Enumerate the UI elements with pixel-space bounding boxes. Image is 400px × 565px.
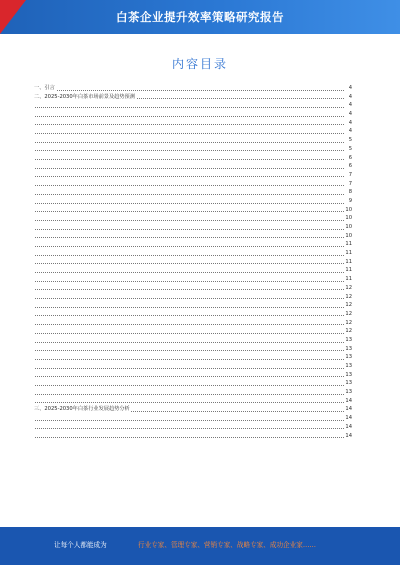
toc-entry-page: 13 [345,336,352,343]
toc-entry-page: 12 [345,302,352,309]
toc-entry-label [34,362,342,371]
toc-entry-page: 10 [345,206,352,213]
toc-entry-page: 10 [345,215,352,222]
toc-entry-page: 13 [345,371,352,378]
toc-entry[interactable] [34,110,352,119]
toc-entry-page: 11 [345,250,352,257]
toc-entry[interactable] [34,379,352,388]
toc-entry-page: 4 [344,110,352,119]
toc-entry-label [34,397,342,406]
toc-entry-page: 14 [345,432,352,439]
toc-entry-label [34,136,342,145]
toc-entry[interactable] [34,197,352,206]
toc-entry-page: 4 [344,84,352,93]
toc-entry[interactable] [34,214,352,223]
report-title: 白茶企业提升效率策略研究报告 [116,10,284,24]
toc-entry-page: 7 [344,171,352,180]
toc-entry-label [34,423,342,432]
toc-entry[interactable] [34,388,352,397]
toc-entry-label [34,249,342,258]
toc-entry[interactable] [34,249,352,258]
toc-entry-label [34,301,342,310]
toc-entry-label: 二、2025-2030年白茶市场前景及趋势预测 [34,93,135,100]
toc-entry[interactable] [34,336,352,345]
toc-entry[interactable] [34,310,352,319]
toc-entry[interactable] [34,275,352,284]
toc-entry-label [34,127,342,136]
toc-entry[interactable] [34,136,352,145]
footer-roles: 行业专家、管理专家、营销专家、战略专家、成功企业家…… [138,541,317,549]
toc-entry-page: 11 [345,267,352,274]
toc-entry-page: 4 [344,119,352,128]
toc-entry-page: 14 [345,397,352,404]
toc-entry-label [34,379,342,388]
toc-entry-page: 14 [345,406,352,413]
toc-entry-label [34,371,342,380]
toc-entry-label [34,162,342,171]
toc-entry[interactable] [34,223,352,232]
toc-entry-page: 4 [344,101,352,110]
toc-entry[interactable] [34,145,352,154]
toc-entry-page: 12 [345,319,352,326]
toc-entry[interactable] [34,206,352,215]
toc-entry[interactable] [34,293,352,302]
toc-entry[interactable] [34,327,352,336]
toc-entry[interactable] [34,371,352,380]
toc-entry-page: 12 [345,293,352,300]
toc-entry-label [34,214,342,223]
toc-entry[interactable] [34,171,352,180]
toc-entry-page: 4 [344,93,352,102]
toc-heading: 内容目录 [171,57,228,71]
toc-entry-label [34,197,342,206]
toc-entry[interactable] [34,284,352,293]
toc-entry-label: 三、2025-2030年白茶行业发展趋势分析 [34,406,130,413]
footer-slogan: 让每个人都能成为 [54,541,107,549]
toc-entry-label [34,414,342,423]
toc-entry-page: 13 [345,354,352,361]
toc-entry-label [34,310,342,319]
toc-entry[interactable] [34,432,352,441]
report-header [0,0,400,34]
toc-entry-label [34,353,342,362]
toc-entry[interactable] [34,154,352,163]
toc-entry-page: 7 [344,180,352,189]
toc-entry-page: 4 [344,127,352,136]
toc-entry-label [34,154,342,163]
toc-entry-page: 12 [345,328,352,335]
toc-entry[interactable] [34,240,352,249]
toc-entry-label [34,275,342,284]
toc-entry-label [34,145,342,154]
toc-entry-label [34,432,342,441]
toc-entry-label: 一、引言 [34,85,55,91]
toc-entry[interactable] [34,397,352,406]
toc-entry-label [34,266,342,275]
toc-entry-page: 11 [345,241,352,248]
toc-entry-label [34,188,342,197]
toc-entry-label [34,232,342,241]
toc-entry-page: 13 [345,363,352,369]
footer-band [0,527,400,565]
toc-entry-page: 11 [345,258,352,265]
toc-entry[interactable] [34,180,352,189]
toc-entry[interactable] [34,423,352,432]
toc-entry-label [34,240,342,249]
toc-entry-page: 13 [345,345,352,352]
toc-entry-page: 12 [345,310,352,317]
toc-entry-label [34,223,342,232]
toc-entry[interactable] [34,162,352,171]
toc-entry-label [34,180,342,189]
toc-entry[interactable] [34,84,352,93]
toc-entry-label [34,327,342,336]
toc-entry-label [34,284,342,293]
toc-entry[interactable] [34,345,352,354]
toc-entry[interactable] [34,414,352,423]
toc-entry[interactable] [34,405,352,414]
table-of-contents [34,84,352,440]
toc-entry-label [34,293,342,302]
toc-entry-page: 13 [345,380,352,387]
toc-entry-page: 5 [344,145,352,154]
toc-entry[interactable] [34,319,352,328]
toc-entry-page: 9 [344,197,352,206]
toc-entry-page: 8 [344,188,352,197]
toc-entry-page: 11 [345,276,352,283]
toc-entry-page: 14 [345,415,352,422]
toc-entry-page: 10 [345,232,352,239]
toc-entry[interactable] [34,362,352,371]
toc-entry-label [34,258,342,267]
toc-entry-page: 6 [344,154,352,163]
toc-entry-label [34,336,342,345]
toc-entry-label [34,119,342,128]
toc-entry-label [34,345,342,354]
toc-entry-label [34,206,342,215]
toc-entry-page: 10 [345,224,352,230]
toc-entry-label [34,110,342,119]
toc-entry-page: 5 [344,136,352,145]
toc-entry-label [34,319,342,328]
toc-entry[interactable] [34,353,352,362]
toc-entry-page: 14 [345,423,352,430]
toc-entry-label [34,388,342,397]
toc-entry[interactable] [34,258,352,267]
toc-entry[interactable] [34,188,352,197]
toc-entry[interactable] [34,301,352,310]
toc-entry[interactable] [34,93,352,102]
toc-entry[interactable] [34,101,352,110]
toc-entry-page: 13 [345,389,352,396]
toc-entry[interactable] [34,266,352,275]
toc-entry[interactable] [34,119,352,128]
toc-entry-page: 6 [344,162,352,171]
toc-entry-label [34,171,342,180]
toc-entry[interactable] [34,232,352,241]
toc-entry-label [34,101,342,110]
toc-entry-page: 12 [345,284,352,291]
toc-entry[interactable] [34,127,352,136]
